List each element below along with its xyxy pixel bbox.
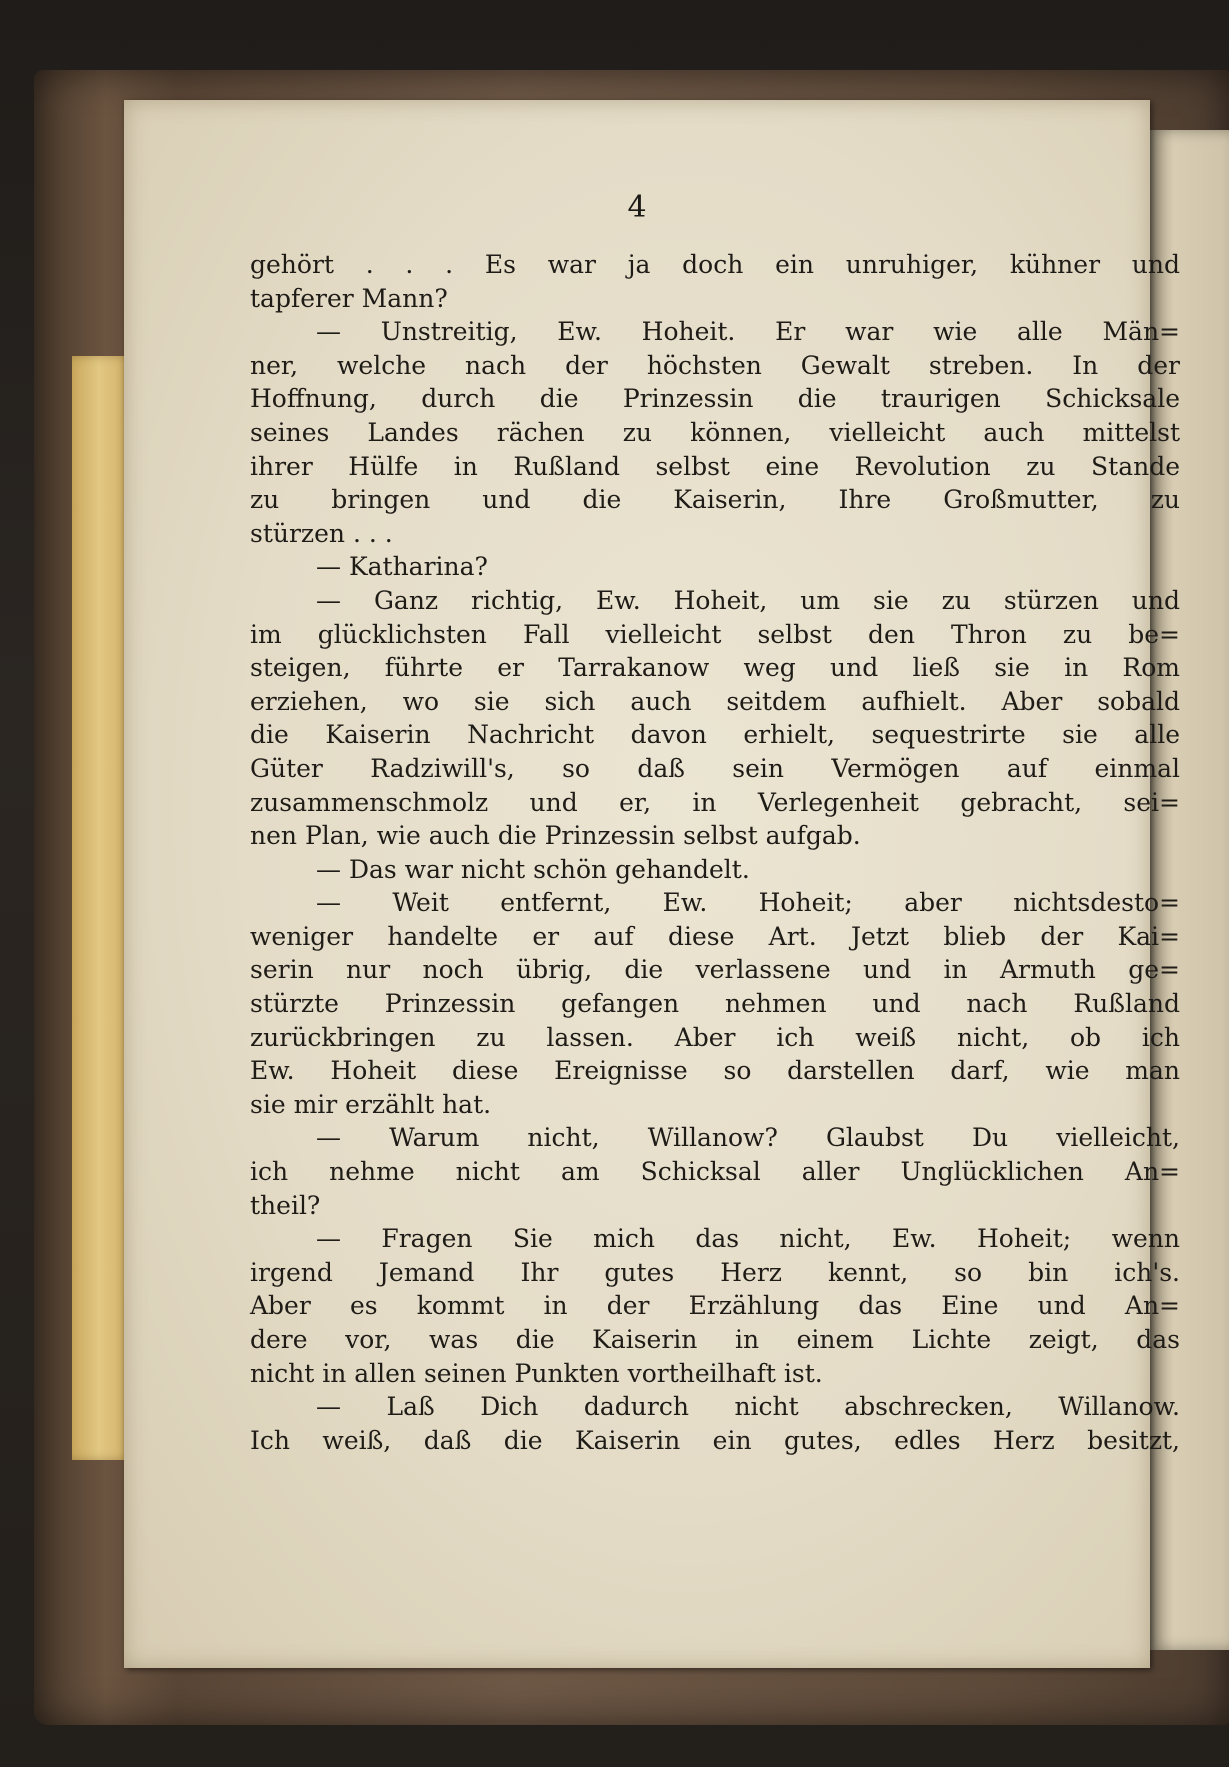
- text-line: nen Plan, wie auch die Prinzessin selbst aufgab.: [250, 821, 861, 851]
- text-line: — Das war nicht schön gehandelt.: [316, 854, 750, 884]
- text-line: — Unstreitig, Ew. Hoheit. Er war wie alle Män=: [316, 317, 1180, 347]
- text-line: Ew. Hoheit diese Ereignisse so darstellen darf, wie man: [250, 1056, 1180, 1086]
- text-line: Ich weiß, daß die Kaiserin ein gutes, edles Herz besitzt,: [250, 1425, 1180, 1455]
- text-line: stürzte Prinzessin gefangen nehmen und nach Rußland: [250, 989, 1180, 1019]
- text-line: im glücklichsten Fall vielleicht selbst den Thron zu be=: [250, 619, 1180, 649]
- text-line: ich nehme nicht am Schicksal aller Unglücklichen An=: [250, 1157, 1180, 1187]
- page-number: 4: [627, 190, 647, 225]
- text-line: steigen, führte er Tarrakanow weg und ließ sie in Rom: [250, 653, 1180, 683]
- page-text: [250, 248, 1180, 1457]
- text-line: gehört . . . Es war ja doch ein unruhiger, kühner und: [250, 250, 1180, 279]
- text-line: zusammenschmolz und er, in Verlegenheit gebracht, sei=: [250, 787, 1180, 817]
- text-line: — Fragen Sie mich das nicht, Ew. Hoheit; wenn: [316, 1224, 1180, 1254]
- text-line: theil?: [250, 1190, 321, 1220]
- text-line: tapferer Mann?: [250, 283, 448, 313]
- text-line: erziehen, wo sie sich auch seitdem aufhielt. Aber sobald: [250, 686, 1180, 716]
- text-line: — Laß Dich dadurch nicht abschrecken, Willanow.: [316, 1392, 1180, 1422]
- text-line: die Kaiserin Nachricht davon erhielt, sequestrirte sie alle: [250, 720, 1180, 750]
- text-line: nicht in allen seinen Punkten vortheilhaft ist.: [250, 1358, 823, 1388]
- text-line: — Katharina?: [316, 552, 488, 582]
- text-line: irgend Jemand Ihr gutes Herz kennt, so bin ich's.: [250, 1257, 1180, 1287]
- text-line: dere vor, was die Kaiserin in einem Lichte zeigt, das: [250, 1325, 1180, 1354]
- text-line: Güter Radziwill's, so daß sein Vermögen auf einmal: [250, 753, 1180, 783]
- text-line: ner, welche nach der höchsten Gewalt streben. In der: [250, 350, 1180, 380]
- text-line: stürzen . . .: [250, 518, 393, 548]
- text-line: weniger handelte er auf diese Art. Jetzt blieb der Kai=: [250, 921, 1180, 951]
- text-line: zurückbringen zu lassen. Aber ich weiß nicht, ob ich: [250, 1022, 1180, 1052]
- text-line: zu bringen und die Kaiserin, Ihre Großmutter, zu: [250, 485, 1180, 515]
- text-line: — Warum nicht, Willanow? Glaubst Du vielleicht,: [316, 1123, 1180, 1153]
- text-line: serin nur noch übrig, die verlassene und in Armuth ge=: [250, 955, 1180, 985]
- text-line: — Ganz richtig, Ew. Hoheit, um sie zu stürzen und: [316, 585, 1180, 615]
- text-line: — Weit entfernt, Ew. Hoheit; aber nichtsdesto=: [316, 888, 1180, 918]
- text-line: sie mir erzählt hat.: [250, 1089, 492, 1119]
- text-line: seines Landes rächen zu können, vielleicht auch mittelst: [250, 417, 1180, 447]
- text-line: ihrer Hülfe in Rußland selbst eine Revolution zu Stande: [250, 451, 1180, 481]
- text-line: Aber es kommt in der Erzählung das Eine und An=: [250, 1291, 1180, 1321]
- text-line: Hoffnung, durch die Prinzessin die traurigen Schicksale: [250, 384, 1180, 414]
- spine-paper-strip: [72, 356, 132, 1460]
- book-page: [124, 100, 1180, 1668]
